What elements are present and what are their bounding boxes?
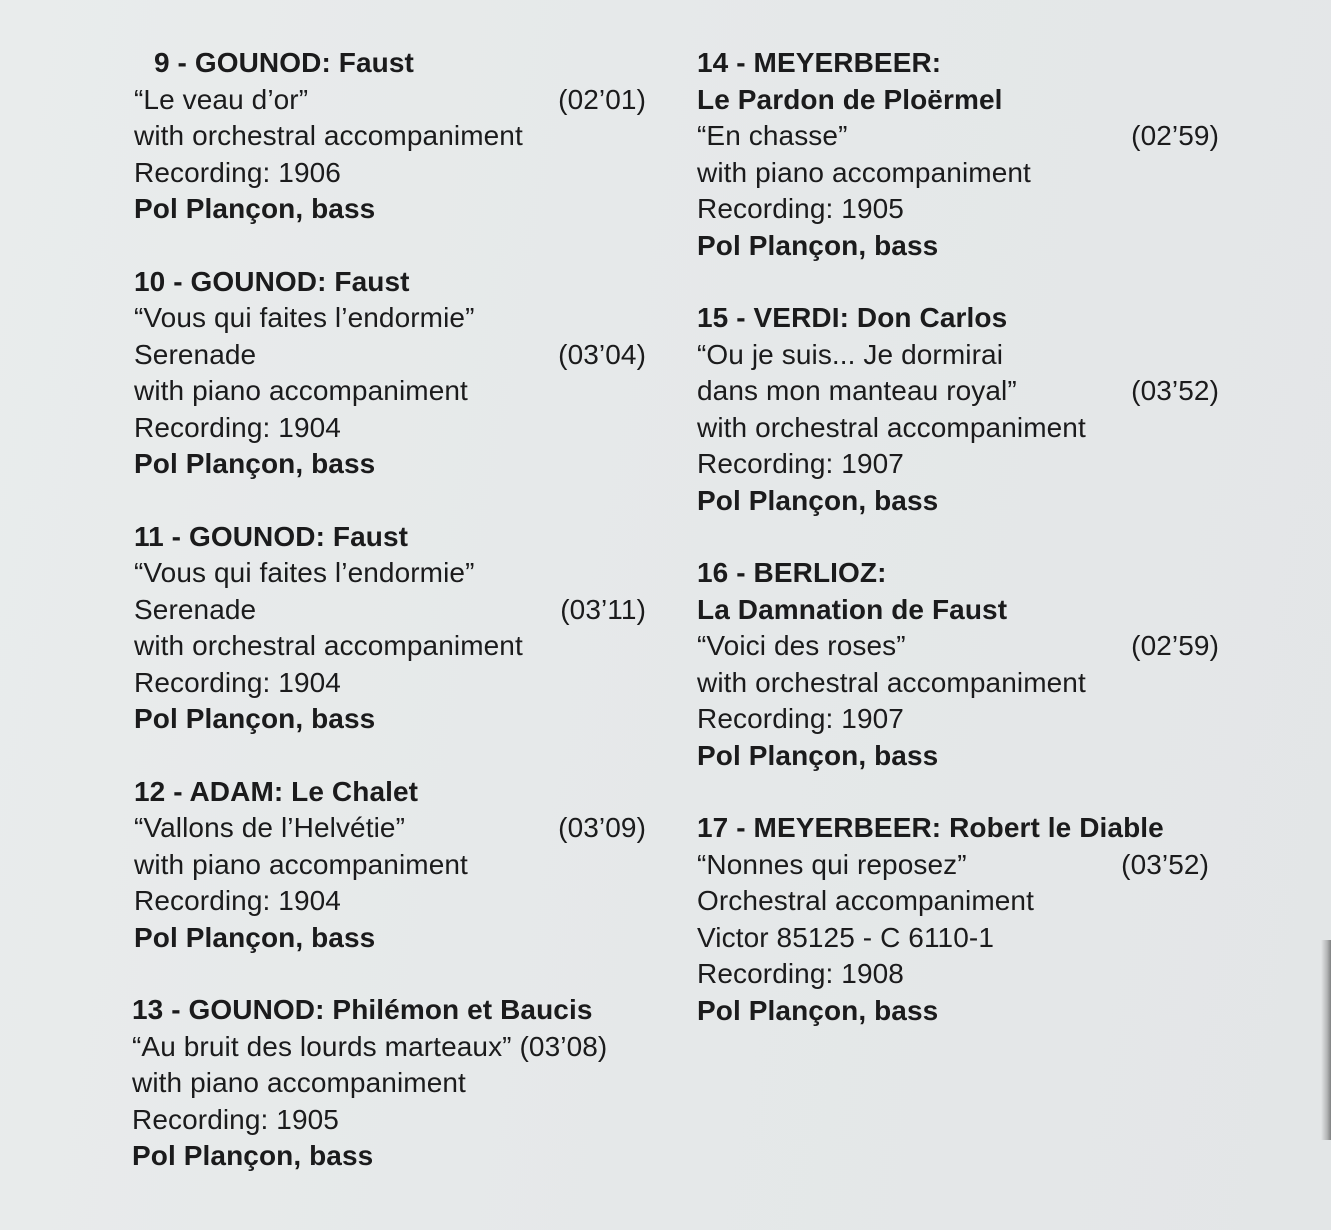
track-14 xyxy=(697,45,1219,264)
track-accompaniment: with orchestral accompaniment xyxy=(134,630,523,661)
track-title: “Ou je suis... Je dormirai xyxy=(697,338,1004,370)
track-title-line xyxy=(697,118,1219,155)
track-accompaniment: with orchestral accompaniment xyxy=(697,411,1086,443)
track-heading: 16 - BERLIOZ: xyxy=(697,557,887,588)
track-title-line xyxy=(697,847,1219,884)
track-accompaniment: Orchestral accompaniment xyxy=(697,885,1034,916)
track-accompaniment: with piano accompaniment xyxy=(697,156,1031,188)
track-11 xyxy=(134,519,646,738)
track-title-line xyxy=(697,628,1219,665)
track-9 xyxy=(134,45,646,228)
track-catalog-number: Victor 85125 - C 6110-1 xyxy=(697,921,994,953)
track-subtitle-line xyxy=(134,337,646,374)
track-title: “Voici des roses” xyxy=(697,630,906,661)
track-performer: Pol Plançon, bass xyxy=(134,921,376,953)
track-duration: (03’04) xyxy=(558,338,646,370)
track-heading: 15 - VERDI: Don Carlos xyxy=(697,302,1008,333)
track-10 xyxy=(134,264,646,483)
track-heading-work: Le Pardon de Ploërmel xyxy=(697,83,1003,115)
track-heading: 17 - MEYERBEER: Robert le Diable xyxy=(697,812,1164,843)
track-recording: Recording: 1908 xyxy=(697,958,904,989)
track-duration: (03’08) xyxy=(519,1030,608,1062)
track-title: “Au bruit des lourds marteaux” xyxy=(132,1030,512,1062)
track-recording: Recording: 1904 xyxy=(134,666,341,698)
track-17 xyxy=(697,810,1219,1029)
track-title: “Vous qui faites l’endormie” xyxy=(134,557,475,588)
track-duration: (03’52) xyxy=(1131,375,1219,406)
track-subtitle: Serenade xyxy=(134,338,257,370)
track-title: “En chasse” xyxy=(697,120,848,151)
track-duration: (03’09) xyxy=(558,812,646,843)
track-recording: Recording: 1904 xyxy=(134,411,341,443)
track-title-line xyxy=(134,82,646,119)
track-title-line xyxy=(134,810,646,847)
track-title-line-2 xyxy=(697,373,1219,410)
track-title-continued: dans mon manteau royal” xyxy=(697,375,1017,406)
track-15 xyxy=(697,300,1219,519)
track-title: “Le veau d’or” xyxy=(134,83,309,115)
track-accompaniment: with piano accompaniment xyxy=(134,848,468,880)
track-heading: 13 - GOUNOD: Philémon et Baucis xyxy=(132,994,593,1025)
track-performer: Pol Plançon, bass xyxy=(132,1140,374,1171)
track-13 xyxy=(132,992,646,1175)
track-heading: 14 - MEYERBEER: xyxy=(697,47,942,78)
track-performer: Pol Plançon, bass xyxy=(697,484,939,516)
track-recording: Recording: 1906 xyxy=(134,156,341,188)
track-heading: 12 - ADAM: Le Chalet xyxy=(134,775,419,807)
track-performer: Pol Plançon, bass xyxy=(134,448,376,479)
track-16 xyxy=(697,555,1219,774)
track-duration: (03’11) xyxy=(560,593,646,625)
track-duration: (02’59) xyxy=(1131,120,1219,151)
track-recording: Recording: 1904 xyxy=(134,885,341,916)
track-performer: Pol Plançon, bass xyxy=(134,193,376,224)
track-performer: Pol Plançon, bass xyxy=(697,994,939,1026)
track-heading-work: La Damnation de Faust xyxy=(697,593,1008,625)
track-accompaniment: with piano accompaniment xyxy=(134,375,468,406)
track-title: “Nonnes qui reposez” xyxy=(697,848,967,880)
track-subtitle-line xyxy=(134,592,646,629)
track-performer: Pol Plançon, bass xyxy=(134,703,376,734)
track-heading: 10 - GOUNOD: Faust xyxy=(134,265,410,297)
track-duration: (02’01) xyxy=(558,83,646,115)
track-duration: (02’59) xyxy=(1131,630,1219,661)
track-12 xyxy=(134,774,646,957)
track-subtitle: Serenade xyxy=(134,593,257,625)
track-title: “Vallons de l’Helvétie” xyxy=(134,812,406,843)
track-accompaniment: with piano accompaniment xyxy=(132,1067,466,1098)
track-list-right xyxy=(697,45,1219,1065)
track-accompaniment: with orchestral accompaniment xyxy=(134,120,523,151)
track-accompaniment: with orchestral accompaniment xyxy=(697,666,1086,698)
track-recording: Recording: 1905 xyxy=(697,193,904,224)
track-recording: Recording: 1905 xyxy=(132,1103,339,1135)
track-title-line xyxy=(132,1029,646,1066)
track-list-left xyxy=(134,45,646,1211)
track-title: “Vous qui faites l’endormie” xyxy=(134,302,475,333)
track-heading: 9 - GOUNOD: Faust xyxy=(154,47,414,78)
page-edge-shadow xyxy=(1321,940,1331,1140)
track-recording: Recording: 1907 xyxy=(697,703,904,734)
track-heading: 11 - GOUNOD: Faust xyxy=(134,520,409,552)
track-performer: Pol Plançon, bass xyxy=(697,739,939,771)
track-recording: Recording: 1907 xyxy=(697,448,904,479)
track-duration: (03’52) xyxy=(1121,848,1209,880)
track-performer: Pol Plançon, bass xyxy=(697,229,939,261)
